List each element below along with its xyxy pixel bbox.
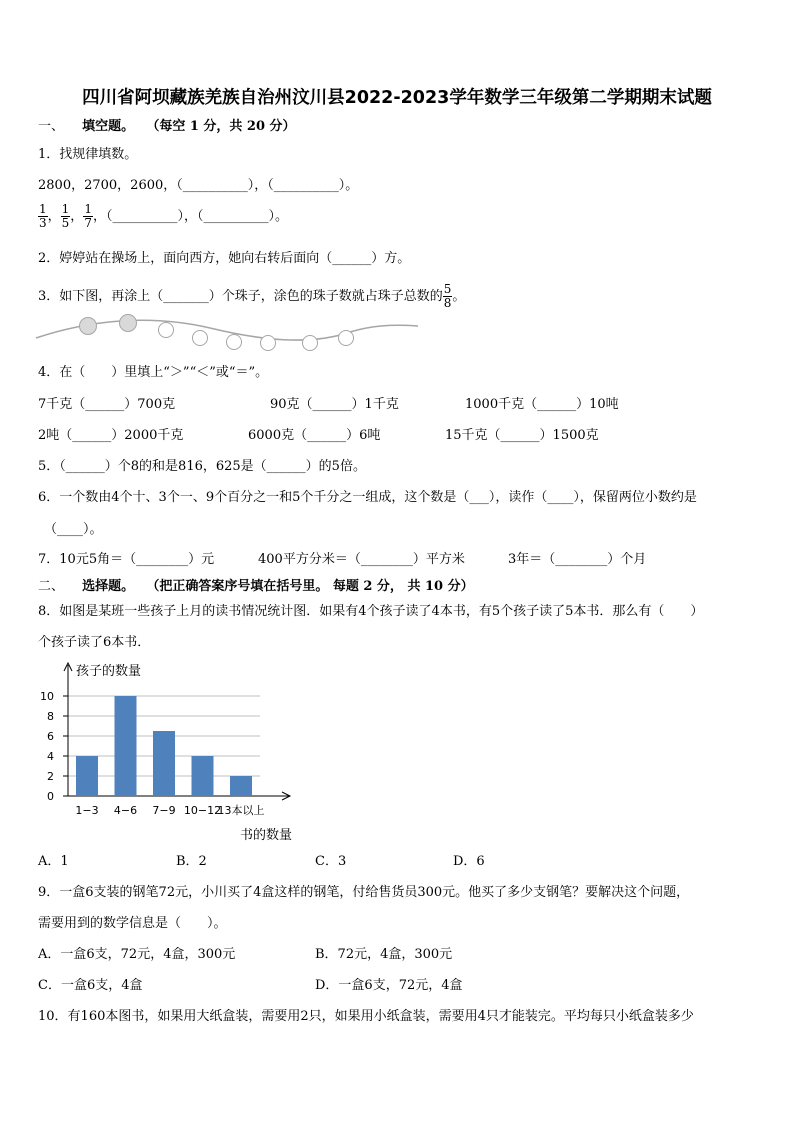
q7-part-1: 7．10元5角＝（________）元 xyxy=(38,552,215,567)
q3-stem: 3．如下图，再涂上（_______）个珠子，涂色的珠子数就占珠子总数的 xyxy=(38,289,443,305)
bead xyxy=(159,323,174,338)
q1-line2-tail: ，（__________），（__________）。 xyxy=(92,209,288,225)
q9-option-b[interactable]: B．72元，4盒，300元 xyxy=(315,947,453,962)
bead xyxy=(339,331,354,346)
q4-item-3: 1000千克（______）10吨 xyxy=(465,397,619,412)
q9-line2: 需要用到的数学信息是（ ）。 xyxy=(38,916,227,931)
section-1-heading xyxy=(38,120,296,133)
exam-title: 四川省阿坝藏族羌族自治州汶川县2022-2023学年数学三年级第二学期期末试题 xyxy=(82,88,712,108)
bead xyxy=(193,331,208,346)
x-tick-label: 13本以上 xyxy=(217,804,265,817)
q4-item-1: 7千克（______）700克 xyxy=(38,397,176,412)
section-2-note: （把正确答案序号填在括号里。 每题 2 分， 共 10 分） xyxy=(146,579,474,594)
bar xyxy=(230,776,252,796)
section-2-heading xyxy=(38,580,474,593)
bar xyxy=(76,756,98,796)
y-tick-label: 6 xyxy=(47,730,54,743)
section-1-note: （每空 1 分，共 20 分） xyxy=(146,119,296,134)
x-axis-label: 书的数量 xyxy=(239,828,293,843)
bead xyxy=(227,335,242,350)
y-tick-label: 0 xyxy=(47,790,54,803)
q8-option-d[interactable]: D．6 xyxy=(453,854,485,869)
q9-option-d[interactable]: D．一盒6支，72元，4盒 xyxy=(315,978,463,993)
q8-option-c[interactable]: C．3 xyxy=(315,854,347,869)
bead xyxy=(303,336,318,351)
q4-item-5: 6000克（______）6吨 xyxy=(248,428,381,443)
section-2-number: 二、 xyxy=(38,579,65,594)
q8-option-a[interactable]: A．1 xyxy=(38,854,69,869)
q3-end: 。 xyxy=(452,289,466,305)
q8-line2: 个孩子读了6本书． xyxy=(38,635,151,650)
separator: ， xyxy=(47,209,61,225)
bead-string-figure xyxy=(30,312,430,352)
q7-part-3: 3年＝（________）个月 xyxy=(508,552,647,567)
q7-part-2: 400平方分米＝（________）平方米 xyxy=(258,552,465,567)
x-tick-label: 10−12 xyxy=(183,804,222,817)
section-1-name: 填空题。 xyxy=(82,119,135,134)
q8-line1: 8．如图是某班一些孩子上月的读书情况统计图．如果有4个孩子读了4本书，有5个孩子读了5本书．那么有（ ） xyxy=(38,604,704,619)
fraction-5-8: $\frac{5}{8}$ xyxy=(443,282,452,311)
q4-item-2: 90克（______）1千克 xyxy=(270,397,399,412)
q3-text xyxy=(38,283,465,310)
q6-line1: 6．一个数由4个十、3个一、9个百分之一和5个千分之一组成，这个数是（___），读作（____），保留两位小数约是 xyxy=(38,490,697,505)
q9-option-c[interactable]: C．一盒6支，4盒 xyxy=(38,978,143,993)
x-tick-label: 1−3 xyxy=(75,804,99,817)
q9-option-a[interactable]: A．一盒6支，72元，4盒，300元 xyxy=(38,947,236,962)
q8-option-b[interactable]: B．2 xyxy=(176,854,207,869)
q1-line1: 2800，2700，2600，（__________），（__________）。 xyxy=(38,178,359,193)
reading-bar-chart xyxy=(30,655,320,850)
bar xyxy=(153,731,175,796)
bar xyxy=(192,756,214,796)
q2-text: 2．婷婷站在操场上，面向西方，她向右转后面向（______）方。 xyxy=(38,251,411,266)
section-2-name: 选择题。 xyxy=(82,579,135,594)
q6-line2: （____）。 xyxy=(44,522,103,537)
fraction-1-5: $\frac{1}{5}$ xyxy=(61,202,70,231)
q9-line1: 9．一盒6支装的钢笔72元，小川买了4盒这样的钢笔，付给售货员300元。他买了多少支钢笔？要解决这个问题， xyxy=(38,885,690,900)
y-axis-label: 孩子的数量 xyxy=(76,664,142,679)
fraction-1-7: $\frac{1}{7}$ xyxy=(84,202,92,231)
y-tick-label: 10 xyxy=(40,690,54,703)
bead xyxy=(261,336,276,351)
bar xyxy=(115,696,137,796)
x-tick-label: 7−9 xyxy=(152,804,176,817)
q4-item-4: 2吨（______）2000千克 xyxy=(38,428,184,443)
x-tick-label: 4−6 xyxy=(113,804,138,817)
y-tick-label: 8 xyxy=(47,710,54,723)
shaded-bead xyxy=(120,315,137,332)
q4-stem: 4．在（ ）里填上“＞”“＜”或“＝”。 xyxy=(38,365,269,380)
q1-stem: 1．找规律填数。 xyxy=(38,147,138,162)
q1-line2 xyxy=(38,203,288,230)
y-tick-label: 2 xyxy=(47,770,54,783)
y-tick-label: 4 xyxy=(47,750,54,763)
separator: ， xyxy=(70,209,84,225)
section-1-number: 一、 xyxy=(38,119,65,134)
q4-item-6: 15千克（______）1500克 xyxy=(445,428,599,443)
q5-text: 5．（______）个8的和是816，625是（______）的5倍。 xyxy=(38,459,366,474)
shaded-bead xyxy=(80,318,97,335)
fraction-1-3: $\frac{1}{3}$ xyxy=(39,202,47,231)
q10-line1: 10．有160本图书，如果用大纸盒装，需要用2只，如果用小纸盒装，需要用4只才能装完。平均每只小纸盒装多少 xyxy=(38,1009,694,1024)
